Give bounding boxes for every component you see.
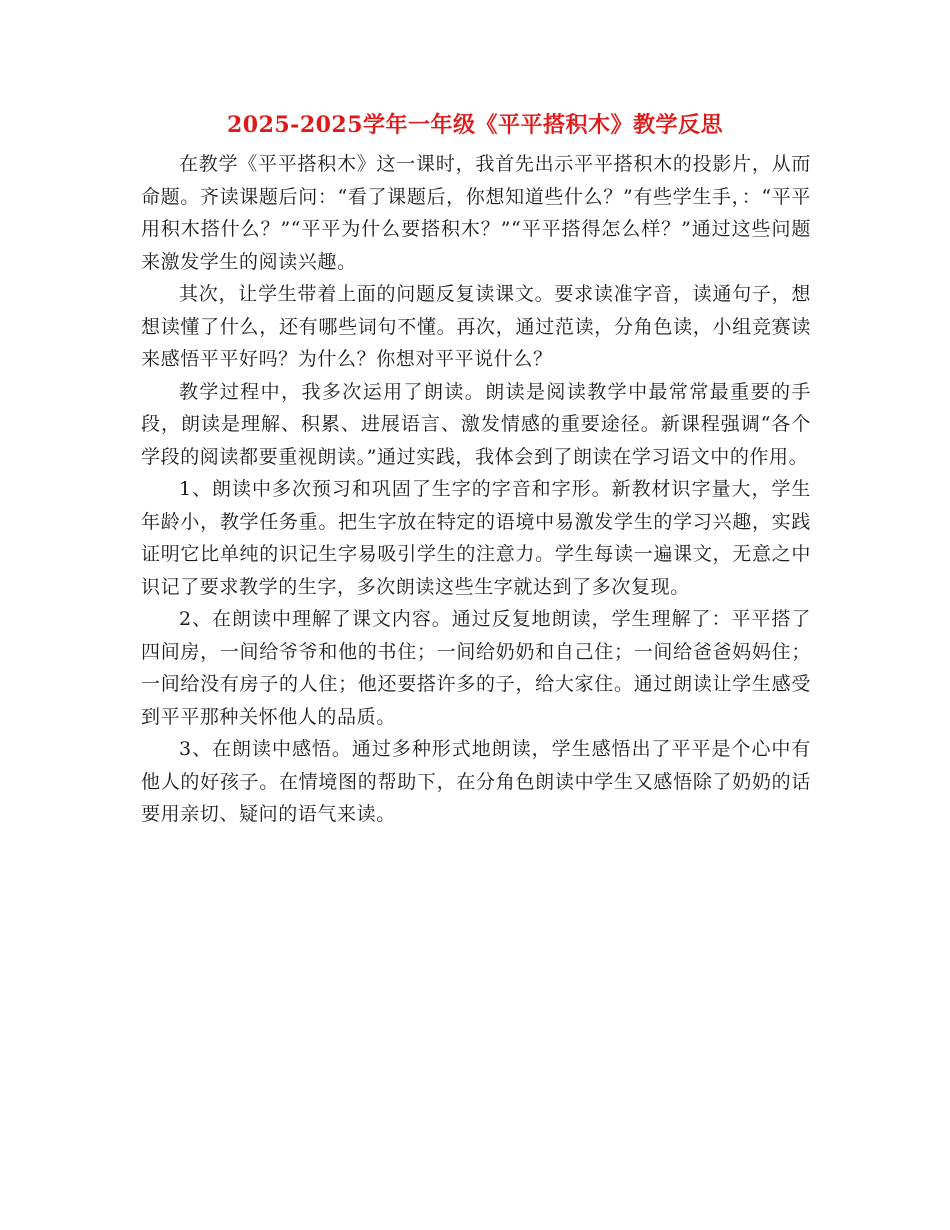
paragraph-intro: 在教学《平平搭积木》这一课时，我首先出示平平搭积木的投影片，从而命题。齐读课题后问：“看了课题后，你想知道些什么？”有些学生手，：“平平用积木搭什么？”“平平为什么要搭积木？”“平平搭得怎么样？”通过这些问题来激发学生的阅读兴趣。 (141, 153, 811, 273)
paragraph-point-2: 2、在朗读中理解了课文内容。通过反复地朗读，学生理解了：平平搭了四间房，一间给爷爷和他的书住；一间给奶奶和自己住；一间给爸爸妈妈住；一间给没有房子的人住；他还要搭许多的子，给大家住。通过朗读让学生感受到平平那种关怀他人的品质。 (141, 608, 811, 728)
paragraph-point-3: 3、在朗读中感悟。通过多种形式地朗读，学生感悟出了平平是个心中有他人的好孩子。在情境图的帮助下，在分角色朗读中学生又感悟除了奶奶的话要用亲切、疑问的语气来读。 (141, 738, 811, 825)
document-title: 2025-2025学年一年级《平平搭积木》教学反思 (226, 112, 724, 138)
paragraph-point-1: 1、朗读中多次预习和巩固了生字的字音和字形。新教材识字量大，学生年龄小，教学任务重。把生字放在特定的语境中易激发学生的学习兴趣，实践证明它比单纯的识记生字易吸引学生的注意力。学生每读一遍课文，无意之中识记了要求教学的生字，多次朗读这些生字就达到了多次复现。 (141, 478, 811, 598)
document-body (141, 148, 811, 831)
paragraph-reading-practice: 其次，让学生带着上面的问题反复读课文。要求读准字音，读通句子，想想读懂了什么，还有哪些词句不懂。再次，通过范读，分角色读，小组竞赛读来感悟平平好吗？为什么？你想对平平说什么？ (141, 283, 811, 370)
paragraph-reading-aloud: 教学过程中，我多次运用了朗读。朗读是阅读教学中最常常最重要的手段，朗读是理解、积累、进展语言、激发情感的重要途径。新课程强调“各个学段的阅读都要重视朗读。”通过实践，我体会到了朗读在学习语文中的作用。 (141, 380, 811, 468)
